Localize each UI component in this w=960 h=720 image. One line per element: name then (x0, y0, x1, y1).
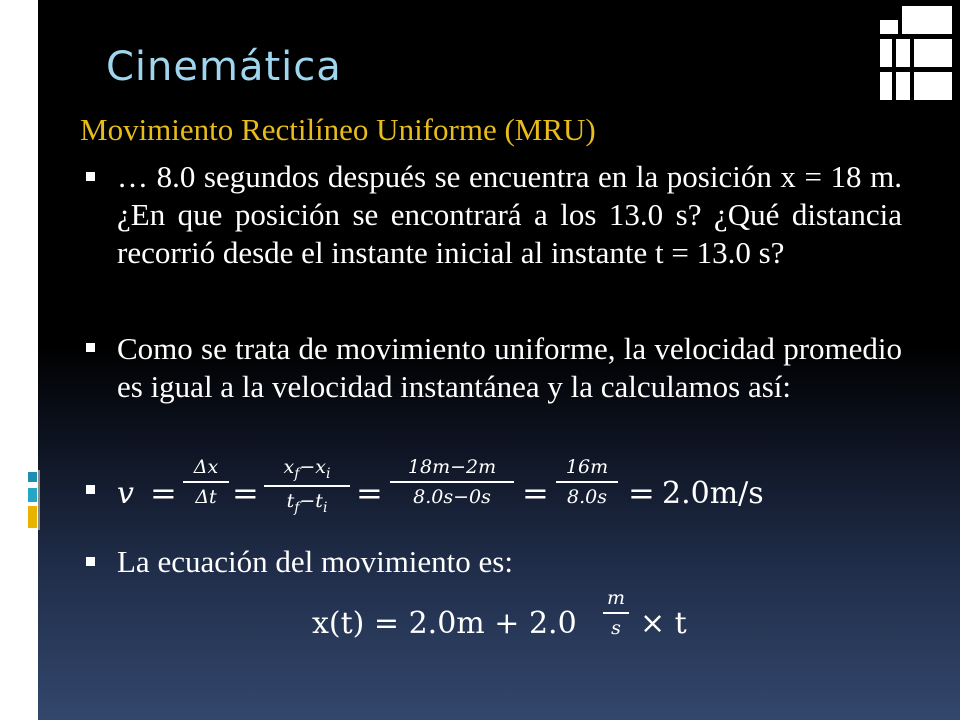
equals-sign: = (628, 474, 655, 512)
slide-title: Cinemática (106, 44, 342, 90)
explanation-text: Como se trata de movimiento uniforme, la velocidad promedio es igual a la velocidad instantánea y la calculamos así: (117, 331, 902, 404)
fraction-simplified: 16m 8.0s (556, 456, 618, 508)
equals-sign: = (522, 474, 549, 512)
equals-sign: = (232, 474, 259, 512)
fraction-values: 18m−2m 8.0s−0s (390, 456, 514, 508)
accent-line-gray (38, 470, 40, 530)
motion-equation-label: La ecuación del movimiento es: (117, 544, 513, 579)
accent-block-cyan (28, 488, 37, 502)
corner-tiles-icon (880, 6, 952, 100)
motion-equation-lhs: x(t) = 2.0m + 2.0 (312, 606, 577, 641)
left-decorative-bar (0, 0, 38, 720)
fraction-units: m s (603, 587, 629, 639)
fraction-final-initial: $x_f-x_i$ $t_f-t_i$ (264, 456, 350, 516)
velocity-symbol: v (117, 476, 134, 511)
equals-sign: = (150, 474, 177, 512)
motion-equation-tail: × t (640, 606, 687, 641)
accent-block-teal (28, 472, 37, 482)
equals-sign: = (356, 474, 383, 512)
velocity-result: 2.0m/s (662, 476, 764, 511)
fraction-delta: Δx Δt (183, 456, 229, 508)
slide-subtitle: Movimiento Rectilíneo Uniforme (MRU) (80, 112, 596, 147)
problem-statement: … 8.0 segundos después se encuentra en la posición x = 18 m. ¿En que posición se encontrará a los 13.0 s? ¿Qué distancia recorrió desde el instante inicial al instante t = 13.0 s? (117, 159, 902, 270)
accent-block-gold (28, 506, 37, 528)
